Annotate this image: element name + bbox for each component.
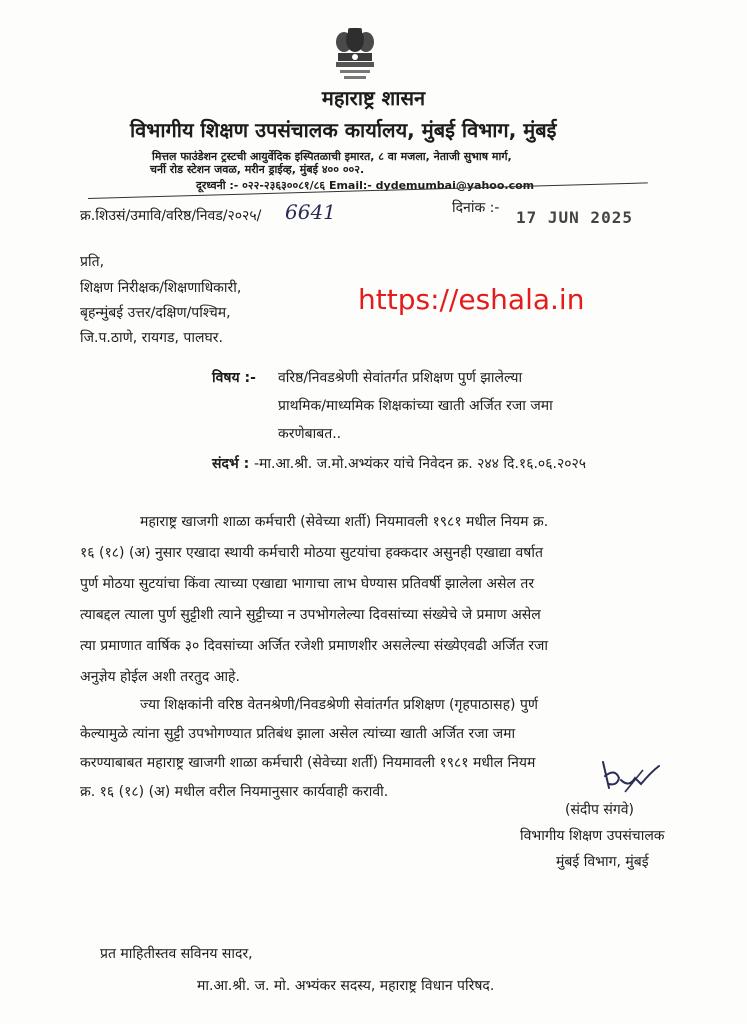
- date-stamp: 17 JUN 2025: [516, 208, 633, 227]
- subject-label: विषय :-: [212, 370, 256, 386]
- handwritten-signature-icon: [595, 758, 665, 803]
- date-label: दिनांक :-: [452, 200, 500, 216]
- signatory-place: मुंबई विभाग, मुंबई: [556, 854, 649, 870]
- body-paragraph-line: केल्यामुळे त्यांना सुट्टी उपभोगण्यात प्रतिबंध झाला असेल त्यांच्या खाती अर्जित रजा जमा: [80, 726, 516, 742]
- body-paragraph-line: त्या प्रमाणात वार्षिक ३० दिवसांच्या अर्जित रजेशी प्रमाणशीर असलेल्या संख्येएवढी अर्जित रजा: [80, 638, 549, 654]
- sandarbh-label: संदर्भ :: [212, 456, 250, 472]
- signatory-name: (संदीप संगवे): [565, 802, 634, 818]
- sandarbh-text: -मा.आ.श्री. ज.मो.अभ्यंकर यांचे निवेदन क्र. २४४ दि.१६.०६.२०२५: [254, 456, 587, 472]
- reference-number: क्र.शिउसं/उमावि/वरिष्ठ/निवड/२०२५/: [80, 208, 262, 224]
- contact-line: दूरध्वनी :- ०२२-२३६३००८१/८६ Email:- dydemumbai@yahoo.com: [196, 179, 535, 192]
- address-line-2: चर्नी रोड स्टेशन जवळ, मरीन ड्राईव्ह, मुंबई ४०० ००२.: [150, 163, 365, 176]
- reference-number-handwritten: 6641: [285, 200, 336, 224]
- copy-to-recipient: मा.आ.श्री. ज. मो. अभ्यंकर सदस्य, महाराष्ट्र विधान परिषद.: [197, 978, 495, 994]
- subject-line: प्राथमिक/माध्यमिक शिक्षकांच्या खाती अर्जित रजा जमा: [278, 398, 553, 414]
- recipient-line: जि.प.ठाणे, रायगड, पालघर.: [80, 330, 223, 346]
- address-line-1: मित्तल फाउंडेशन ट्रस्टची आयुर्वेदिक इस्पितळाची इमारत, ८ वा मजला, नेताजी सुभाष मार्ग,: [152, 150, 512, 163]
- recipient-line: बृहन्मुंबई उत्तर/दक्षिण/पश्चिम,: [80, 305, 231, 321]
- subject-line: करणेबाबत..: [278, 426, 342, 442]
- office-name: विभागीय शिक्षण उपसंचालक कार्यालय, मुंबई विभाग, मुंबई: [130, 118, 557, 142]
- subject-line: वरिष्ठ/निवडश्रेणी सेवांतर्गत प्रशिक्षण पुर्ण झालेल्या: [278, 370, 523, 386]
- national-emblem-icon: [330, 26, 380, 88]
- body-paragraph-line: अनुज्ञेय होईल अशी तरतुद आहे.: [80, 669, 240, 685]
- body-paragraph-line: महाराष्ट्र खाजगी शाळा कर्मचारी (सेवेच्या शर्ती) नियमावली १९८१ मधील नियम क्र.: [140, 514, 549, 530]
- body-paragraph-line: करण्याबाबत महाराष्ट्र खाजगी शाळा कर्मचारी (सेवेच्या शर्ती) नियमावली १९८१ मधील नियम: [80, 755, 536, 771]
- body-paragraph-line: पुर्ण मोठया सुटयांचा किंवा त्याच्या एखाद्या भागाचा लाभ घेण्यास प्रतिवर्षी झालेला असेल तर: [80, 576, 535, 592]
- recipient-prati: प्रति,: [80, 254, 105, 270]
- body-paragraph-line: क्र. १६ (१८) (अ) मधील वरील नियमानुसार कार्यवाही करावी.: [80, 784, 389, 800]
- copy-to-line: प्रत माहितीस्तव सविनय सादर,: [100, 946, 253, 962]
- body-paragraph-line: १६ (१८) (अ) नुसार एखादा स्थायी कर्मचारी मोठया सुटयांचा हक्कदार असुनही एखाद्या वर्षात: [80, 545, 544, 561]
- government-title: महाराष्ट्र शासन: [321, 86, 426, 110]
- signatory-designation: विभागीय शिक्षण उपसंचालक: [520, 828, 665, 844]
- recipient-line: शिक्षण निरीक्षक/शिक्षणाधिकारी,: [80, 280, 242, 296]
- watermark-url: https://eshala.in: [358, 283, 585, 316]
- body-paragraph-line: ज्या शिक्षकांनी वरिष्ठ वेतनश्रेणी/निवडश्रेणी सेवांतर्गत प्रशिक्षण (गृहपाठासह) पुर्ण: [140, 697, 539, 713]
- body-paragraph-line: त्याबद्दल त्याला पुर्ण सुट्टीशी त्याने सुट्टीच्या न उपभोगलेल्या दिवसांच्या संख्येचे जे प्रमाण असेल: [80, 607, 541, 623]
